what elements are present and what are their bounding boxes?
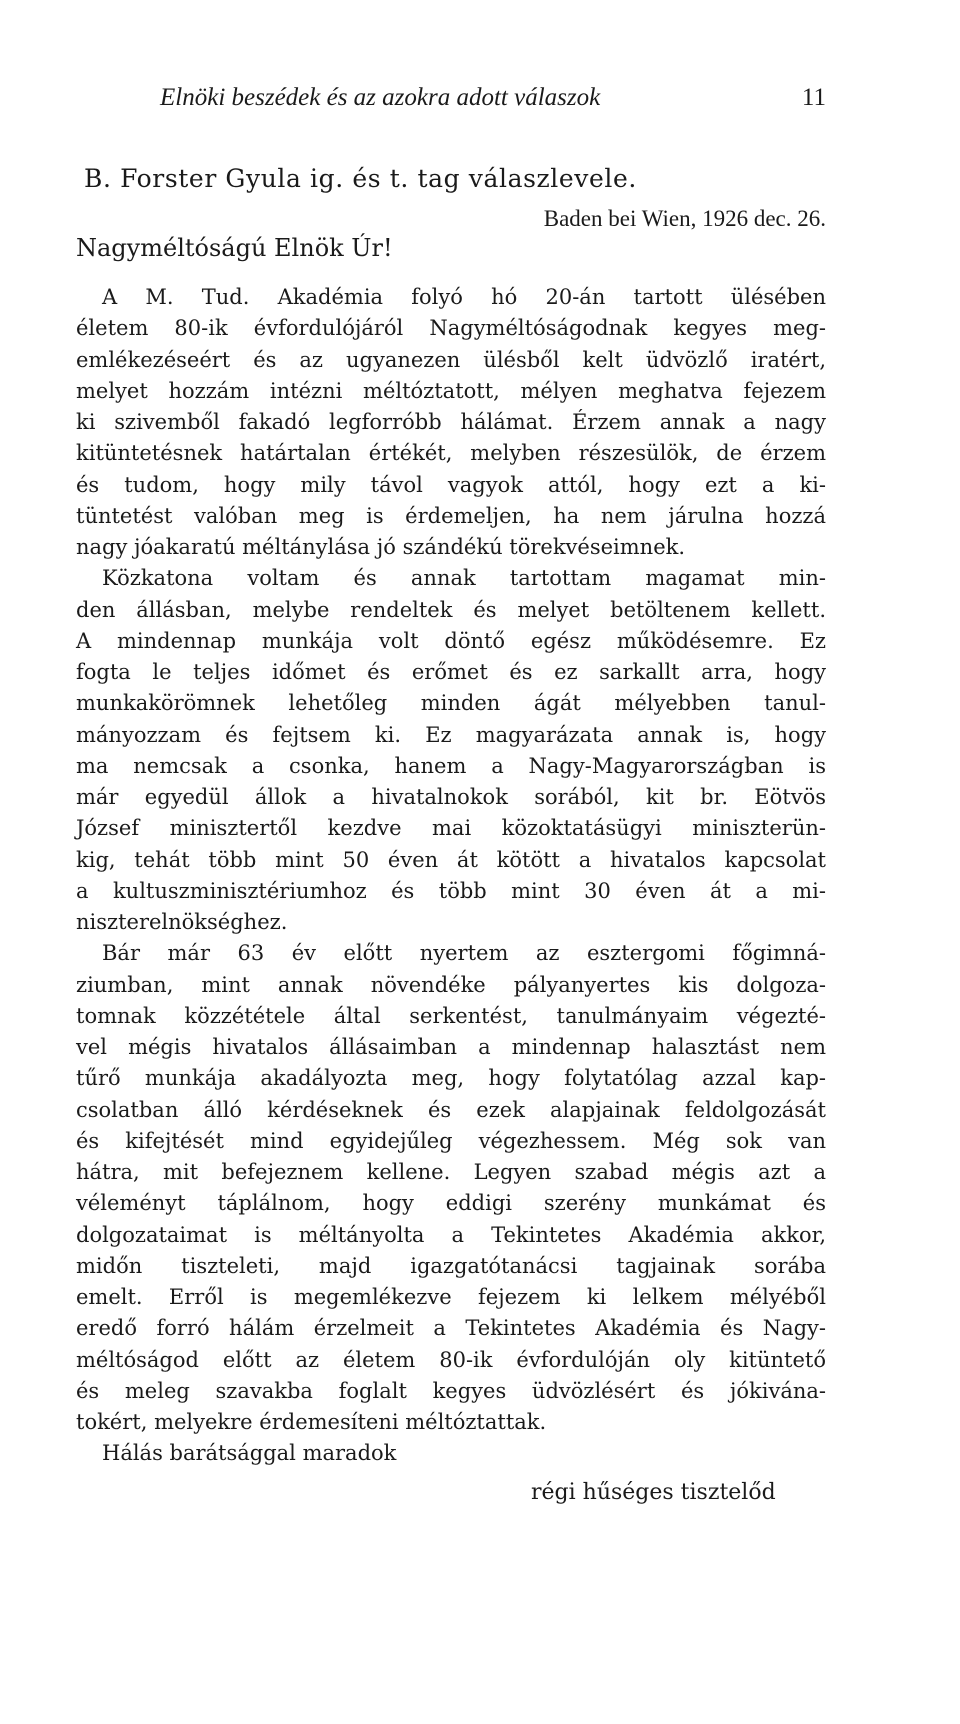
letter-body <box>76 282 826 1470</box>
text-line: vel mégis hivatalos állásaimban a mindennap halasztást nem <box>76 1035 826 1059</box>
text-line: den állásban, melybe rendeltek és melyet betöltenem kellett. <box>76 597 826 622</box>
text-line: A M. Tud. Akadémia folyó hó 20-án tartott ülésében <box>102 285 826 309</box>
text-line: Közkatona voltam és annak tartottam magamat min- <box>102 566 826 591</box>
text-line: A mindennap munkája volt döntő egész működésemre. Ez <box>76 628 826 653</box>
text-line: emlékezéseért és az ugyanezen ülésből kelt üdvözlő iratért, <box>76 347 826 372</box>
text-line: ki szivemből fakadó legforróbb hálámat. Érzem annak a nagy <box>76 410 826 434</box>
text-line: dolgozataimat is méltányolta a Tekintetes Akadémia akkor, <box>76 1222 826 1247</box>
text-line: munkakörömnek lehetőleg minden ágát mélyebben tanul- <box>76 691 826 716</box>
text-line: és meleg szavakba foglalt kegyes üdvözlésért és jókivána- <box>76 1378 826 1403</box>
salutation: Nagyméltóságú Elnök Úr! <box>76 234 393 262</box>
text-line: már egyedül állok a hivatalnokok sorából, kit br. Eötvös <box>76 785 826 809</box>
dateline: Baden bei Wien, 1926 dec. 26. <box>543 206 826 231</box>
text-line: emelt. Erről is megemlékezve fejezem ki lelkem mélyéből <box>76 1285 826 1309</box>
text-line: Hálás barátsággal maradok <box>102 1441 397 1466</box>
text-line: tokért, melyekre érdemesíteni méltóztattak. <box>76 1410 547 1434</box>
text-line: midőn tiszteleti, majd igazgatótanácsi tagjainak sorába <box>76 1253 826 1278</box>
text-line: hátra, mit befejeznem kellene. Legyen szabad mégis azt a <box>76 1160 826 1184</box>
text-line: fogta le teljes időmet és erőmet és ez sarkallt arra, hogy <box>76 660 826 684</box>
text-line: melyet hozzám intézni méltóztatott, mélyen meghatva fejezem <box>76 378 826 403</box>
text-line: és kifejtését mind egyidejűleg végezhessem. Még sok van <box>76 1128 826 1153</box>
text-line: méltóságod előtt az életem 80-ik évfordulóján oly kitüntető <box>76 1347 826 1372</box>
text-line: életem 80-ik évfordulójáról Nagyméltóságodnak kegyes meg- <box>76 316 826 341</box>
text-line: tűrő munkája akadályozta meg, hogy folytatólag azzal kap- <box>76 1066 826 1091</box>
running-title: Elnöki beszédek és az azokra adott válaszok <box>160 84 601 111</box>
text-line: mányozzam és fejtsem ki. Ez magyarázata annak is, hogy <box>76 722 826 747</box>
text-line: véleményt táplálnom, hogy eddigi szerény munkámat és <box>76 1191 826 1216</box>
text-line: a kultuszminisztériumhoz és több mint 30 éven át a mi- <box>76 878 826 903</box>
running-head <box>160 84 826 124</box>
text-line: József minisztertől kezdve mai közoktatásügyi miniszterün- <box>76 816 826 841</box>
text-line: niszterelnökséghez. <box>76 910 288 934</box>
text-line: kig, tehát több mint 50 éven át kötött a hivatalos kapcsolat <box>76 847 826 872</box>
text-line: tomnak közzététele által serkentést, tanulmányaim végezté- <box>76 1003 826 1028</box>
text-line: kitüntetésnek határtalan értékét, melyben részesülök, de érzem <box>76 441 826 466</box>
text-line: csolatban álló kérdéseknek és ezek alapjainak feldolgozását <box>76 1097 826 1122</box>
signature-regards: régi hűséges tisztelőd <box>531 1480 776 1505</box>
text-line: ziumban, mint annak növendéke pályanyertes kis dolgoza- <box>76 972 826 997</box>
text-line: Bár már 63 év előtt nyertem az esztergomi főgimná- <box>102 941 826 966</box>
text-line: ma nemcsak a csonka, hanem a Nagy-Magyarországban is <box>76 753 826 778</box>
text-line: eredő forró hálám érzelmeit a Tekintetes Akadémia és Nagy- <box>76 1316 826 1341</box>
text-line: nagy jóakaratú méltánylása jó szándékú törekvéseimnek. <box>76 535 686 559</box>
page-number: 11 <box>801 84 826 111</box>
letter-heading: B. Forster Gyula ig. és t. tag válaszlevele. <box>84 164 637 193</box>
text-line: és tudom, hogy mily távol vagyok attól, hogy ezt a ki- <box>76 472 826 497</box>
text-line: tüntetést valóban meg is érdemeljen, ha nem járulna hozzá <box>76 503 826 528</box>
